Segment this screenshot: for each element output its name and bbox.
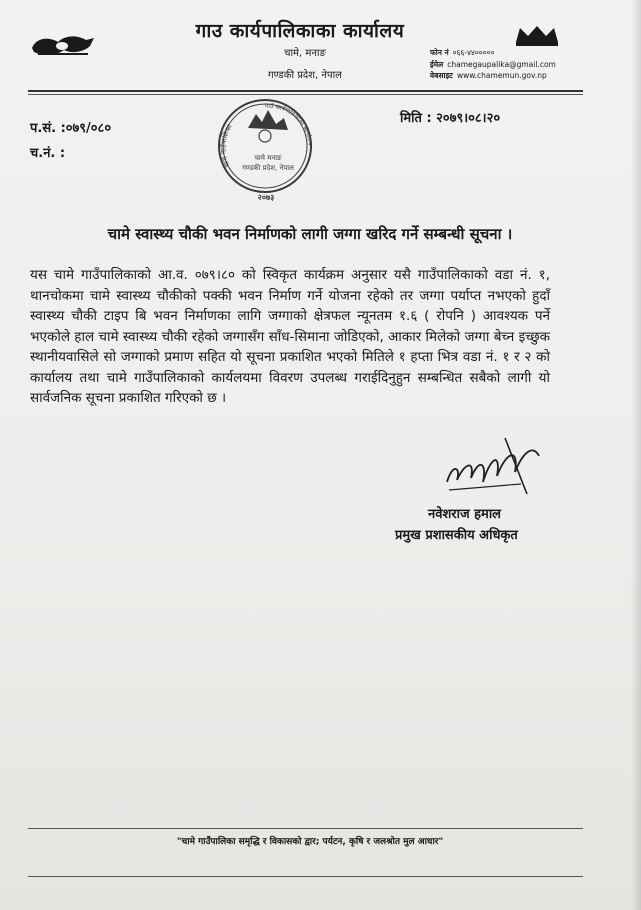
seal-arc-left: चामे गाउँपालिका <box>219 123 234 169</box>
nepal-emblem-icon <box>28 30 98 62</box>
crown-emblem-icon <box>512 22 562 48</box>
seal-arc-right: गाउँ कार्यपालिकाको कार्यालय <box>264 102 314 146</box>
phone-value: ०६६-४४००००० <box>452 48 495 57</box>
seal-line2: गण्डकी प्रदेश, नेपाल <box>242 164 294 172</box>
footer-divider-bottom <box>28 876 583 877</box>
footer-motto: "चामे गाउँपालिका समृद्धि र विकासको द्वार; पर्यटन, कृषि र जलश्रोत मुल आधार" <box>176 837 444 847</box>
letter-date: मिति : २०७९।०८।२० <box>400 111 501 126</box>
phone-label: फोन नं <box>430 48 449 57</box>
office-location-line2: गण्डकी प्रदेश, नेपाल <box>268 70 342 81</box>
signer-name: नवेशराज हमाल <box>428 507 501 522</box>
reference-number: प.सं. :०७९/०८० <box>30 121 112 136</box>
website-value: www.chamemun.gov.np <box>456 71 547 80</box>
office-location-line1: चामे, मनाङ <box>284 48 326 59</box>
dispatch-number: च.नं. : <box>30 146 66 161</box>
signer-title: प्रमुख प्रशासकीय अधिकृत <box>395 528 518 543</box>
notice-body: यस चामे गाउँपालिकाको आ.व. ०७९।८० को स्विकृत कार्यक्रम अनुसार यसै गाउँपालिकाको वडा नं. १, थानचोकमा चामे स्वास्थ्य चौकीको पक्की भवन निर्माण गर्ने योजना रहेको तर जग्गा पर्याप्त नभएको हुदाँ स्वास्थ्य चौकी टाइप बि भवन निर्माणका लागि जग्गाको क्षेत्रफल न्यूनतम १.६ ( रोपनि ) आवश्यक पर्ने भएकोले हाल चामे स्वास्थ्य चौकी रहेको जग्गासँग साँध-सिमाना जोडिएको, आकार मिलेको जग्गा बेच्न इच्छुक स्थानीयवासिले सो जग्गाको प्रमाण सहित यो सूचना प्रकाशित भएको मितिले १ हप्ता भित्र वडा नं. १ र २ को कार्यालय तथा चामे गाउँपालिकाको कार्यलयमा विवरण उपलब्ध गराईदिनुहुन सम्बन्धित सबैको लागी यो सार्वजनिक सूचना प्रकाशित गरिएको छ । <box>30 267 550 406</box>
website-label: वेबसाइट <box>430 71 453 80</box>
seal-line1: चामे मनाङ <box>254 154 282 162</box>
notice-title: चामे स्वास्थ्य चौकी भवन निर्माणको लागी जग्गा खरिद गर्ने सम्बन्धी सूचना । <box>107 225 513 243</box>
handwritten-signature <box>435 432 555 502</box>
contact-phone <box>430 48 494 58</box>
footer-divider-top <box>28 828 583 829</box>
contact-email <box>430 60 556 70</box>
contact-website <box>430 71 547 81</box>
seal-year: २०७३ <box>257 193 275 202</box>
office-seal-stamp <box>208 88 323 208</box>
email-label: ईमेल <box>430 60 444 69</box>
office-title: गाउ कार्यपालिकाका कार्यालय <box>195 20 405 42</box>
email-value: chamegaupalika@gmail.com <box>447 60 556 69</box>
